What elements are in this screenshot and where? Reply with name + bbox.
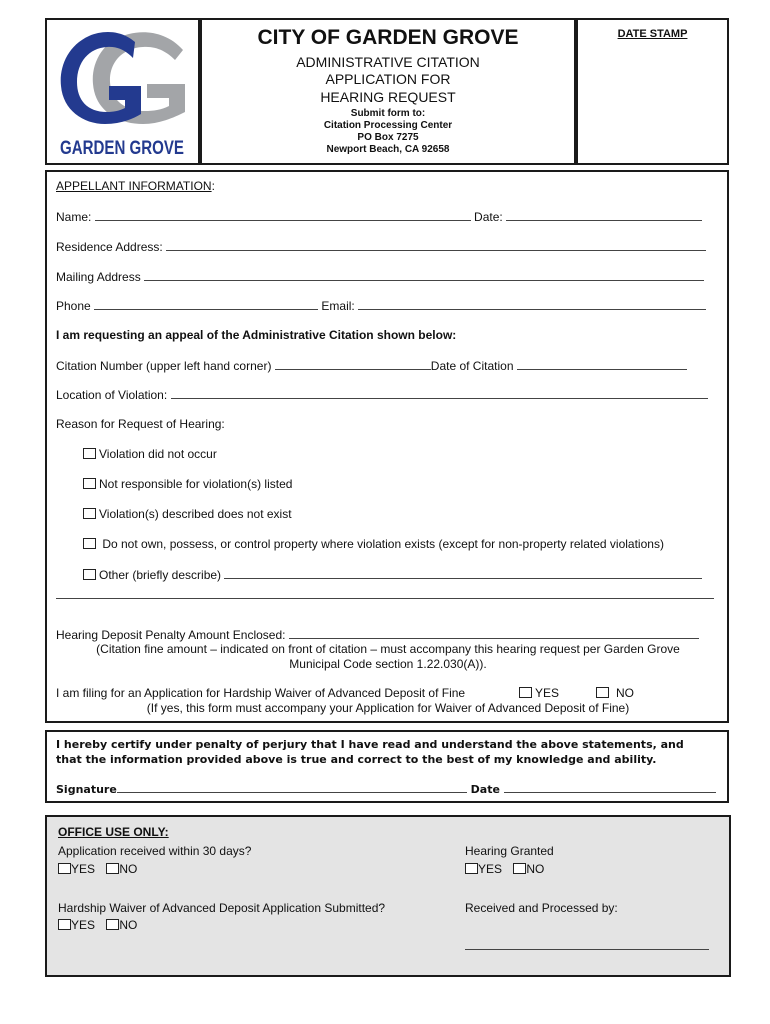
appellant-heading: APPELLANT INFORMATION: (56, 179, 215, 193)
certification-line-1: I hereby certify under penalty of perjury that I have read and understand the above statements, and (56, 738, 684, 751)
citation-number-field[interactable] (275, 358, 431, 370)
mailing-label: Mailing Address (56, 270, 141, 284)
deposit-note-1: (Citation fine amount – indicated on front of citation – must accompany this hearing request per Garden Grove (96, 642, 680, 656)
cert-date-field[interactable] (504, 781, 716, 793)
hearing-granted-label: Hearing Granted (465, 844, 554, 858)
date-stamp-box (576, 18, 729, 165)
hardship-submitted-label: Hardship Waiver of Advanced Deposit Application Submitted? (58, 901, 386, 915)
checkbox[interactable] (58, 863, 71, 874)
residence-row (56, 239, 706, 254)
signature-field[interactable] (117, 781, 467, 793)
received-label: Application received within 30 days? (58, 844, 252, 858)
phone-field[interactable] (94, 298, 318, 310)
deposit-row (56, 627, 699, 642)
logo-box (45, 18, 200, 165)
reason-label: Reason for Request of Hearing: (56, 417, 225, 431)
processed-by-label: Received and Processed by: (465, 901, 618, 915)
city-title: CITY OF GARDEN GROVE (257, 26, 519, 49)
reason-option-1: Violation did not occur (83, 447, 217, 461)
checkbox[interactable] (596, 687, 609, 698)
location-row (56, 387, 708, 402)
reason-option-other: Other (briefly describe) (83, 567, 702, 582)
certification-section (45, 730, 729, 803)
mailing-row (56, 269, 704, 284)
hardship-yes-option: YES (519, 686, 559, 700)
checkbox[interactable] (465, 863, 478, 874)
reason-option-4: Do not own, possess, or control property where violation exists (except for non-property related violations) (83, 537, 664, 551)
deposit-label: Hearing Deposit Penalty Amount Enclosed: (56, 628, 286, 642)
checkbox[interactable] (83, 478, 96, 489)
deposit-note-2: Municipal Code section 1.22.030(A)). (289, 657, 487, 671)
date-field[interactable] (506, 209, 702, 221)
form-title-line-3: HEARING REQUEST (320, 89, 456, 105)
hardship-row (56, 686, 465, 700)
email-field[interactable] (358, 298, 706, 310)
citation-number-label: Citation Number (upper left hand corner) (56, 359, 272, 373)
checkbox[interactable] (83, 508, 96, 519)
citation-row (56, 358, 687, 373)
hardship-label: I am filing for an Application for Hardship Waiver of Advanced Deposit of Fine (56, 686, 466, 700)
submit-line-4: Newport Beach, CA 92658 (326, 144, 450, 155)
certification-line-2: that the information provided above is true and correct to the best of my knowledge and ability. (56, 753, 657, 766)
appellant-section (45, 170, 729, 723)
submit-line-2: Citation Processing Center (323, 120, 453, 131)
signature-row (56, 781, 716, 796)
name-label: Name: (56, 210, 92, 224)
signature-label: Signature (56, 783, 117, 796)
garden-grove-logo-icon (47, 20, 198, 163)
checkbox[interactable] (83, 569, 96, 580)
name-row (56, 209, 702, 224)
office-use-section (45, 815, 731, 977)
mailing-field[interactable] (144, 269, 704, 281)
office-heading: OFFICE USE ONLY: (58, 825, 169, 839)
phone-label: Phone (56, 299, 91, 313)
date-stamp-label: DATE STAMP (617, 28, 688, 40)
date-label: Date: (474, 210, 503, 224)
checkbox[interactable] (513, 863, 526, 874)
checkbox[interactable] (106, 863, 119, 874)
deposit-field[interactable] (289, 627, 699, 639)
residence-field[interactable] (166, 239, 706, 251)
hardship-note: (If yes, this form must accompany your Application for Waiver of Advanced Deposit of Fine) (146, 701, 630, 715)
checkbox[interactable] (83, 538, 96, 549)
hardship-no-option: NO (596, 686, 634, 700)
cert-date-label: Date (470, 783, 500, 796)
location-label: Location of Violation: (56, 388, 168, 402)
checkbox[interactable] (83, 448, 96, 459)
date-of-citation-label: Date of Citation (430, 359, 514, 373)
hearing-granted-options: YES NO (465, 862, 544, 876)
reason-option-3: Violation(s) described does not exist (83, 507, 292, 521)
submit-line-1: Submit form to: (350, 108, 426, 119)
checkbox[interactable] (519, 687, 532, 698)
phone-email-row (56, 298, 706, 313)
checkbox[interactable] (58, 919, 71, 930)
other-continuation-line[interactable] (56, 598, 714, 599)
form-title-line-2: APPLICATION FOR (325, 71, 451, 87)
title-box (200, 18, 576, 165)
checkbox[interactable] (106, 919, 119, 930)
email-label: Email: (321, 299, 355, 313)
form-title-line-1: ADMINISTRATIVE CITATION (296, 54, 480, 70)
date-of-citation-field[interactable] (517, 358, 687, 370)
reason-option-2: Not responsible for violation(s) listed (83, 477, 292, 491)
received-options: YES NO (58, 862, 137, 876)
location-field[interactable] (171, 387, 708, 399)
name-field[interactable] (95, 209, 471, 221)
processed-by-field[interactable] (465, 949, 709, 950)
other-describe-field[interactable] (224, 567, 702, 579)
residence-label: Residence Address: (56, 240, 163, 254)
appeal-statement: I am requesting an appeal of the Administrative Citation shown below: (56, 328, 457, 342)
logo-wordmark: GARDEN GROVE (60, 138, 184, 159)
submit-line-3: PO Box 7275 (357, 132, 419, 143)
hardship-submitted-options: YES NO (58, 918, 137, 932)
